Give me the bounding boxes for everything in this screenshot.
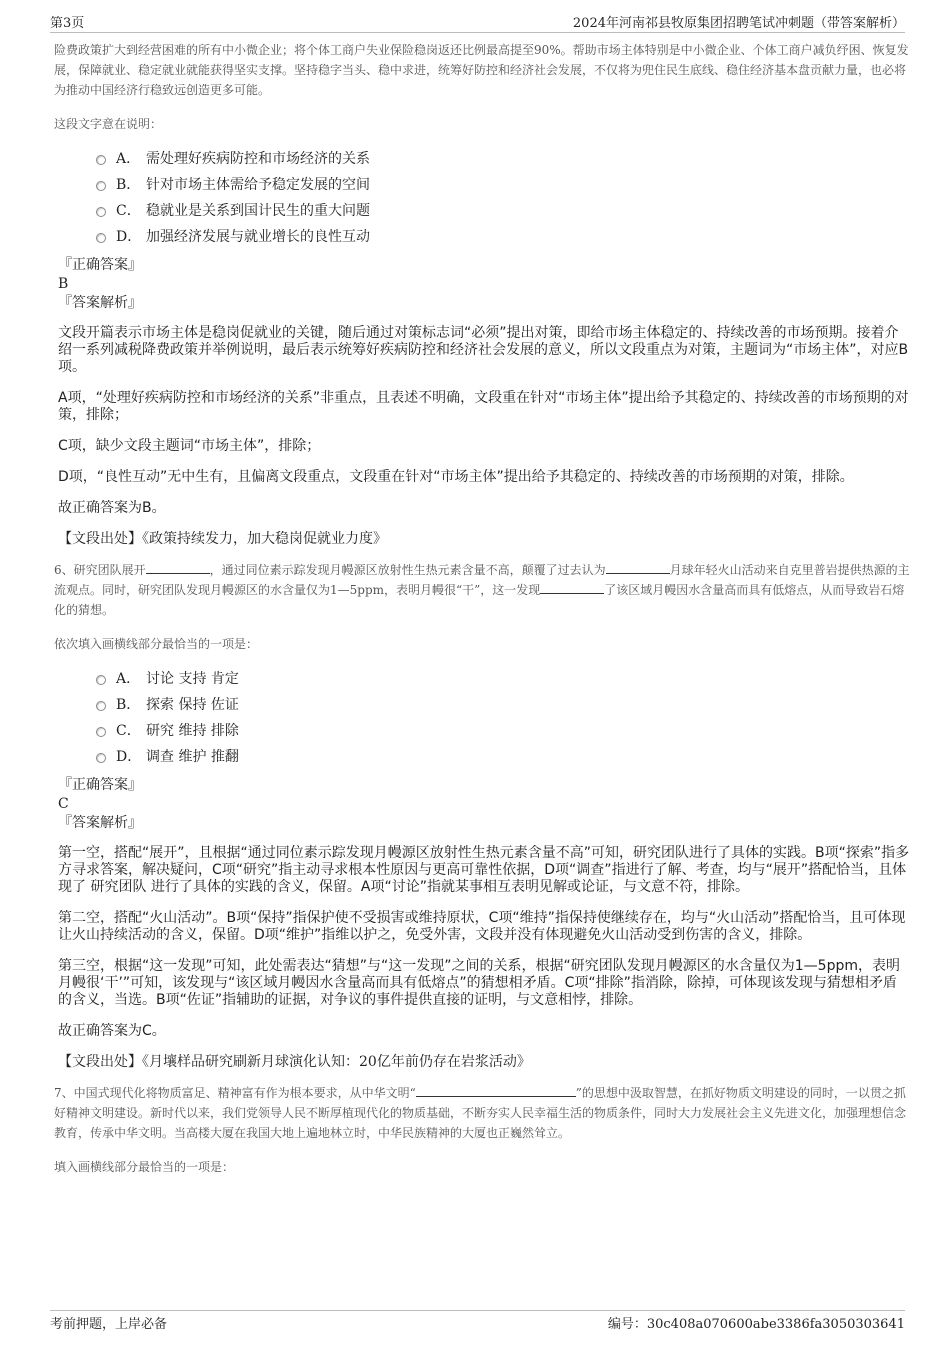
q6-option-c[interactable]: C． 研究 维持 排除 [58, 718, 910, 744]
q6-prompt: 依次填入画横线部分最恰当的一项是： [54, 637, 259, 651]
q5-option-b[interactable]: B． 针对市场主体需给予稳定发展的空间 [58, 172, 910, 198]
q7-stem: 7、中国式现代化将物质富足、精神富有作为根本要求，从中华文明“ ”的思想中汲取智慧，在抓好物质文明建设的同时，一以贯之抓好精神文明建设。新时代以来，我们党领导人民不断厚植现代化的物质基础，不断夯实人民幸福生活的物质条件，同时大力发展社会主义先进文化，加强理想信念教育，传承中华文明。当高楼大厦在我国大地上遍地林立时，中华民族精神的大厦也正巍然耸立。 [54, 1083, 910, 1143]
page-content [54, 40, 910, 1177]
page-header [50, 12, 905, 32]
radio-icon[interactable] [96, 701, 106, 711]
q6-option-b[interactable]: B． 探索 保持 佐证 [58, 692, 910, 718]
q6-answer-value: C [58, 796, 69, 812]
document-code: 编号：30c408a070600abe3386fa3050303641 [607, 1317, 905, 1332]
q5-option-a[interactable]: A． 需处理好疾病防控和市场经济的关系 [58, 146, 910, 172]
q5-analysis-para: 文段开篇表示市场主体是稳岗促就业的关键，随后通过对策标志词“必须”提出对策，即给市场主体稳定的、持续改善的市场预期。接着介绍一系列减税降费政策并举例说明，最后表示统筹好疾病防控和经济社会发展的意义，所以文段重点为对策，主题词为“市场主体”，对应B项。 [58, 325, 909, 375]
q6-options [58, 666, 910, 770]
q5-analysis-para: C项，缺少文段主题词“市场主体”，排除； [58, 438, 321, 454]
footer-divider [50, 1310, 905, 1311]
radio-icon[interactable] [96, 181, 106, 191]
header-divider [50, 32, 905, 33]
page-number: 第3页 [50, 16, 85, 31]
q5-conclusion: 故正确答案为B。 [58, 500, 166, 516]
q5-options [58, 146, 910, 250]
q6-conclusion: 故正确答案为C。 [58, 1023, 166, 1039]
radio-icon[interactable] [96, 155, 106, 165]
q6-source: 【文段出处】《月壤样品研究刷新月球演化认知：20亿年前仍存在岩浆活动》 [58, 1054, 531, 1070]
footer-slogan: 考前押题，上岸必备 [50, 1317, 168, 1332]
q6-analysis-para: 第二空，搭配“火山活动”。B项“保持”指保护使不受损害或维持原状，C项“维持”指保持使继续存在，均与“火山活动”搭配恰当，且可体现让火山持续活动的含义，保留。D项“维护”指维以护之，免受外害，文段并没有体现避免火山活动受到伤害的含义，排除。 [58, 910, 906, 943]
document-title: 2024年河南祁县牧原集团招聘笔试冲刺题（带答案解析） [572, 16, 905, 31]
q5-analysis-label: 『答案解析』 [58, 295, 142, 311]
page-footer [50, 1313, 905, 1333]
q6-blank-2[interactable] [606, 560, 670, 574]
q6-option-a[interactable]: A． 讨论 支持 肯定 [58, 666, 910, 692]
q5-analysis-para: D项，“良性互动”无中生有，且偏离文段重点，文段重在针对“市场主体”提出给予其稳定的、持续改善的市场预期的对策，排除。 [58, 469, 854, 485]
q6-blank-3[interactable] [540, 580, 604, 594]
q6-option-d[interactable]: D． 调查 维护 推翻 [58, 744, 910, 770]
radio-icon[interactable] [96, 727, 106, 737]
radio-icon[interactable] [96, 233, 106, 243]
q7-prompt: 填入画横线部分最恰当的一项是： [54, 1160, 235, 1174]
q5-option-d[interactable]: D． 加强经济发展与就业增长的良性互动 [58, 224, 910, 250]
q5-analysis-para: A项，“处理好疾病防控和市场经济的关系”非重点，且表述不明确，文段重在针对“市场主体”提出给予其稳定的、持续改善的市场预期的对策，排除； [58, 390, 909, 423]
radio-icon[interactable] [96, 753, 106, 763]
q5-answer-label: 『正确答案』 [58, 257, 142, 273]
q5-passage: 险费政策扩大到经营困难的所有中小微企业；将个体工商户失业保险稳岗返还比例最高提至90%。帮助市场主体特别是中小微企业、个体工商户减负纾困、恢复发展，保障就业、稳定就业就能获得坚实支撑。坚持稳字当头、稳中求进，统筹好防控和经济社会发展，不仅将为兜住民生底线、稳住经济基本盘贡献力量，也必将为推动中国经济行稳致远创造更多可能。 [54, 43, 909, 97]
q5-answer-value: B [58, 276, 69, 292]
q5-source: 【文段出处】《政策持续发力，加大稳岗促就业力度》 [58, 531, 387, 547]
radio-icon[interactable] [96, 675, 106, 685]
q6-answer-label: 『正确答案』 [58, 777, 142, 793]
q6-analysis-label: 『答案解析』 [58, 815, 142, 831]
q6-analysis-para: 第三空，根据“这一发现”可知，此处需表达“猜想”与“这一发现”之间的关系，根据“研究团队发现月幔源区的水含量仅为1—5ppm，表明月幔很‘干’”可知，该发现与“该区域月幔因水含量高而具有低熔点”的猜想相矛盾。C项“排除”指消除，除掉，可体现该发现与猜想相矛盾的含义，当选。B项“佐证”指辅助的证据，对争议的事件提供直接的证明，与文意相悖，排除。 [58, 958, 900, 1008]
q6-stem: 6、研究团队展开 ，通过同位素示踪发现月幔源区放射性生热元素含量不高，颠覆了过去认为 月球年轻火山活动来自克里普岩提供热源的主流观点。同时，研究团队发现月幔源区的水含量仅为1—5ppm，表明月幔很“干”，这一发现 了该区域月幔因水含量高而具有低熔点，从而导致岩石熔化的猜想。 [54, 560, 910, 620]
radio-icon[interactable] [96, 207, 106, 217]
q6-analysis-para: 第一空，搭配“展开”，且根据“通过同位素示踪发现月幔源区放射性生热元素含量不高”可知，研究团队进行了具体的实践。B项“探索”指多方寻求答案，解决疑问，C项“研究”指主动寻求根本性原因与更高可靠性依据，D项“调查”指进行了解、考查，均与“展开”搭配恰当，且体现了 研究团队 进行了具体的实践的含义，保留。A项“讨论”指就某事相互表明见解或论证，与文意不符，排除。 [58, 845, 910, 895]
q7-blank[interactable] [416, 1083, 576, 1097]
q5-option-c[interactable]: C． 稳就业是关系到国计民生的重大问题 [58, 198, 910, 224]
q5-prompt: 这段文字意在说明： [54, 117, 163, 131]
q6-blank-1[interactable] [146, 560, 210, 574]
